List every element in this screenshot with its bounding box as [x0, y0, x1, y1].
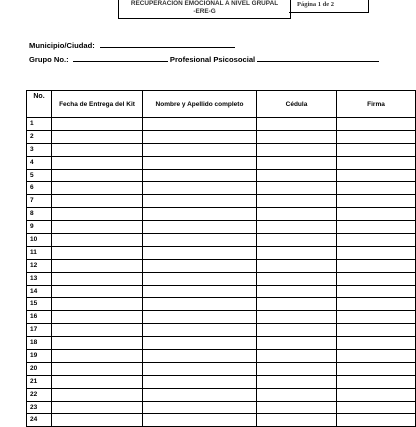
- row-number: 6: [27, 182, 52, 195]
- cedula-cell[interactable]: [257, 130, 337, 143]
- fecha-cell[interactable]: [52, 388, 143, 401]
- firma-cell[interactable]: [337, 156, 416, 169]
- nombre-cell[interactable]: [143, 350, 257, 363]
- row-number: 23: [27, 401, 52, 414]
- row-number: 9: [27, 221, 52, 234]
- cedula-cell[interactable]: [257, 272, 337, 285]
- cedula-cell[interactable]: [257, 195, 337, 208]
- nombre-cell[interactable]: [143, 311, 257, 324]
- table-row: [27, 311, 416, 324]
- nombre-cell[interactable]: [143, 414, 257, 427]
- row-number: 22: [27, 388, 52, 401]
- firma-cell[interactable]: [337, 337, 416, 350]
- row-number: 14: [27, 285, 52, 298]
- nombre-cell[interactable]: [143, 221, 257, 234]
- nombre-cell[interactable]: [143, 298, 257, 311]
- grupo-line[interactable]: [73, 54, 168, 62]
- row-number: 19: [27, 350, 52, 363]
- fecha-cell[interactable]: [52, 272, 143, 285]
- fecha-cell[interactable]: [52, 414, 143, 427]
- cedula-cell[interactable]: [257, 401, 337, 414]
- grupo-label: Grupo No.:: [29, 55, 69, 64]
- table-row: [27, 246, 416, 259]
- table-header-row: [27, 91, 416, 118]
- row-number: 8: [27, 208, 52, 221]
- row-number: 17: [27, 324, 52, 337]
- fecha-cell[interactable]: [52, 337, 143, 350]
- row-number: 11: [27, 246, 52, 259]
- row-number: 13: [27, 272, 52, 285]
- table-row: [27, 259, 416, 272]
- cedula-cell[interactable]: [257, 285, 337, 298]
- table-row: [27, 324, 416, 337]
- table-row: [27, 208, 416, 221]
- column-header-firma: Firma: [337, 91, 416, 118]
- firma-cell[interactable]: [337, 388, 416, 401]
- fecha-cell[interactable]: [52, 156, 143, 169]
- nombre-cell[interactable]: [143, 182, 257, 195]
- nombre-cell[interactable]: [143, 324, 257, 337]
- table-row: [27, 362, 416, 375]
- cedula-cell[interactable]: [257, 259, 337, 272]
- fecha-cell[interactable]: [52, 143, 143, 156]
- table-row: [27, 195, 416, 208]
- nombre-cell[interactable]: [143, 272, 257, 285]
- nombre-cell[interactable]: [143, 118, 257, 131]
- municipio-line[interactable]: [100, 40, 235, 48]
- row-number: 7: [27, 195, 52, 208]
- firma-cell[interactable]: [337, 221, 416, 234]
- firma-cell[interactable]: [337, 182, 416, 195]
- table-row: [27, 182, 416, 195]
- firma-cell[interactable]: [337, 118, 416, 131]
- table-row: [27, 401, 416, 414]
- firma-cell[interactable]: [337, 246, 416, 259]
- header-title-line2: -ERE-G: [193, 8, 216, 15]
- cedula-cell[interactable]: [257, 311, 337, 324]
- firma-cell[interactable]: [337, 350, 416, 363]
- cedula-cell[interactable]: [257, 362, 337, 375]
- firma-cell[interactable]: [337, 208, 416, 221]
- fecha-cell[interactable]: [52, 118, 143, 131]
- cedula-cell[interactable]: [257, 118, 337, 131]
- nombre-cell[interactable]: [143, 285, 257, 298]
- cedula-cell[interactable]: [257, 350, 337, 363]
- row-number: 24: [27, 414, 52, 427]
- nombre-cell[interactable]: [143, 208, 257, 221]
- fecha-cell[interactable]: [52, 362, 143, 375]
- table-row: [27, 272, 416, 285]
- fecha-cell[interactable]: [52, 298, 143, 311]
- row-number: 2: [27, 130, 52, 143]
- fecha-cell[interactable]: [52, 246, 143, 259]
- fecha-cell[interactable]: [52, 130, 143, 143]
- table-row: [27, 130, 416, 143]
- table-body: [27, 118, 416, 427]
- row-number: 1: [27, 118, 52, 131]
- nombre-cell[interactable]: [143, 156, 257, 169]
- column-header-nombre: Nombre y Apellido completo: [143, 91, 257, 118]
- fecha-cell[interactable]: [52, 401, 143, 414]
- fecha-cell[interactable]: [52, 259, 143, 272]
- firma-cell[interactable]: [337, 362, 416, 375]
- table-row: [27, 143, 416, 156]
- document-header-title: [118, 0, 291, 19]
- fecha-cell[interactable]: [52, 375, 143, 388]
- column-header-fecha: Fecha de Entrega del Kit: [52, 91, 143, 118]
- cedula-cell[interactable]: [257, 375, 337, 388]
- firma-cell[interactable]: [337, 298, 416, 311]
- row-number: 4: [27, 156, 52, 169]
- fecha-cell[interactable]: [52, 221, 143, 234]
- firma-cell[interactable]: [337, 414, 416, 427]
- cedula-cell[interactable]: [257, 298, 337, 311]
- delivery-table: [26, 90, 416, 427]
- fecha-cell[interactable]: [52, 208, 143, 221]
- row-number: 18: [27, 337, 52, 350]
- row-number: 3: [27, 143, 52, 156]
- nombre-cell[interactable]: [143, 337, 257, 350]
- cedula-cell[interactable]: [257, 221, 337, 234]
- table-row: [27, 388, 416, 401]
- firma-cell[interactable]: [337, 311, 416, 324]
- nombre-cell[interactable]: [143, 246, 257, 259]
- nombre-cell[interactable]: [143, 195, 257, 208]
- table-row: [27, 285, 416, 298]
- cedula-cell[interactable]: [257, 414, 337, 427]
- column-header-no: No.: [27, 91, 52, 118]
- cedula-cell[interactable]: [257, 388, 337, 401]
- municipio-field: [29, 40, 235, 50]
- row-number: 10: [27, 234, 52, 247]
- row-number: 12: [27, 259, 52, 272]
- page-indicator: Página 1 de 2: [289, 0, 369, 13]
- fecha-cell[interactable]: [52, 195, 143, 208]
- fecha-cell[interactable]: [52, 182, 143, 195]
- firma-cell[interactable]: [337, 324, 416, 337]
- cedula-cell[interactable]: [257, 208, 337, 221]
- cedula-cell[interactable]: [257, 182, 337, 195]
- firma-cell[interactable]: [337, 375, 416, 388]
- fecha-cell[interactable]: [52, 324, 143, 337]
- table-row: [27, 156, 416, 169]
- row-number: 5: [27, 169, 52, 182]
- nombre-cell[interactable]: [143, 143, 257, 156]
- cedula-cell[interactable]: [257, 234, 337, 247]
- table-row: [27, 169, 416, 182]
- firma-cell[interactable]: [337, 195, 416, 208]
- table-row: [27, 234, 416, 247]
- firma-cell[interactable]: [337, 259, 416, 272]
- profesional-label: Profesional Psicosocial: [169, 55, 256, 64]
- firma-cell[interactable]: [337, 169, 416, 182]
- table-row: [27, 221, 416, 234]
- firma-cell[interactable]: [337, 130, 416, 143]
- nombre-cell[interactable]: [143, 375, 257, 388]
- table-row: [27, 414, 416, 427]
- fecha-cell[interactable]: [52, 350, 143, 363]
- firma-cell[interactable]: [337, 143, 416, 156]
- nombre-cell[interactable]: [143, 234, 257, 247]
- grupo-field: [29, 54, 379, 64]
- row-number: 21: [27, 375, 52, 388]
- cedula-cell[interactable]: [257, 246, 337, 259]
- column-header-cedula: Cédula: [257, 91, 337, 118]
- nombre-cell[interactable]: [143, 169, 257, 182]
- fecha-cell[interactable]: [52, 285, 143, 298]
- nombre-cell[interactable]: [143, 388, 257, 401]
- row-number: 20: [27, 362, 52, 375]
- fecha-cell[interactable]: [52, 311, 143, 324]
- firma-cell[interactable]: [337, 234, 416, 247]
- fecha-cell[interactable]: [52, 169, 143, 182]
- header-title-line1: RECUPERACIÓN EMOCIONAL A NIVEL GRUPAL: [130, 0, 279, 7]
- profesional-line[interactable]: [257, 54, 379, 62]
- cedula-cell[interactable]: [257, 156, 337, 169]
- cedula-cell[interactable]: [257, 169, 337, 182]
- row-number: 15: [27, 298, 52, 311]
- table-row: [27, 337, 416, 350]
- table-row: [27, 350, 416, 363]
- table-row: [27, 298, 416, 311]
- table-row: [27, 118, 416, 131]
- table-row: [27, 375, 416, 388]
- cedula-cell[interactable]: [257, 143, 337, 156]
- nombre-cell[interactable]: [143, 130, 257, 143]
- fecha-cell[interactable]: [52, 234, 143, 247]
- firma-cell[interactable]: [337, 285, 416, 298]
- nombre-cell[interactable]: [143, 362, 257, 375]
- firma-cell[interactable]: [337, 272, 416, 285]
- row-number: 16: [27, 311, 52, 324]
- firma-cell[interactable]: [337, 401, 416, 414]
- cedula-cell[interactable]: [257, 337, 337, 350]
- municipio-label: Municipio/Ciudad:: [29, 41, 95, 50]
- nombre-cell[interactable]: [143, 259, 257, 272]
- nombre-cell[interactable]: [143, 401, 257, 414]
- cedula-cell[interactable]: [257, 324, 337, 337]
